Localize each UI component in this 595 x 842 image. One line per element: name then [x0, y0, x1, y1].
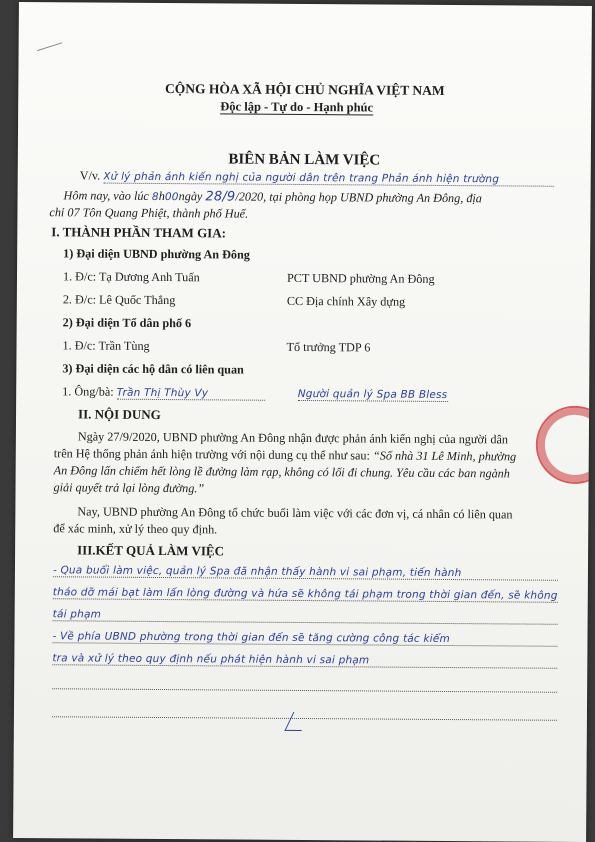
result-line-5: tra và xử lý theo quy định nếu phát hiện hành vi sai phạm	[52, 652, 557, 669]
subject-line: V/v. Xử lý phản ánh kiến nghị của người dân trên trang Phản ánh hiện trường	[80, 168, 554, 186]
content-quote-c: giải quyết trả lại lòng đường.”	[53, 480, 205, 496]
intro-line-2: chỉ 07 Tôn Quang Phiệt, thành phố Huế.	[49, 205, 249, 221]
result-line-1: - Qua buổi làm việc, quản lý Spa đã nhận thấy hành vi sai phạm, tiến hành	[53, 564, 558, 581]
content-para-1b: trên Hệ thống phản ánh hiện trường với nội dung cụ thể như sau: “Số nhà 31 Lê Minh, phường	[53, 446, 517, 464]
content-para-2a: Nay, UBND phường An Đông tổ chức buổi làm việc với các đơn vị, cá nhân có liên quan	[77, 504, 513, 522]
group-2-heading: 2) Đại diện Tổ dân phố 6	[62, 315, 192, 331]
group-1-heading: 1) Đại diện UBND phường An Đông	[63, 246, 250, 262]
group-3-heading: 3) Đại diện các hộ dân có liên quan	[62, 361, 244, 377]
section-3-heading: III.KẾT QUẢ LÀM VIỆC	[77, 542, 225, 559]
pencil-mark	[37, 42, 62, 51]
content-para-1a: Ngày 27/9/2020, UBND phường An Đông nhận được phản ánh kiến nghị của người dân	[77, 429, 509, 447]
official-seal-stamp	[536, 406, 592, 485]
national-motto: Độc lập - Tự do - Hạnh phúc	[220, 99, 374, 115]
national-header: CỘNG HÒA XÃ HỘI CHỦ NGHĨA VIỆT NAM	[164, 81, 445, 98]
result-line-6	[52, 674, 557, 693]
document-page	[13, 2, 592, 842]
member-2-name: 2. Đ/c: Lê Quốc Thắng	[62, 292, 176, 308]
result-line-3: tái phạm	[53, 608, 558, 625]
member-4-name-handwriting: Trần Thị Thùy Vy	[117, 387, 265, 401]
member-4-role-handwriting: Người quản lý Spa BB Bless	[297, 387, 448, 402]
document-title: BIÊN BẢN LÀM VIỆC	[228, 151, 381, 169]
member-2-role: CC Địa chính Xây dựng	[286, 293, 406, 309]
member-3-name: 1. Đ/c: Trần Tùng	[62, 338, 150, 353]
content-quote-b: An Đông lấn chiếm hết lòng lề đường làm rạp, không có lối đi chung. Yêu cầu các ban ngành	[53, 463, 510, 481]
content-para-2b: để xác minh, xử lý theo quy định.	[53, 521, 218, 537]
section-1-heading: I. THÀNH PHẦN THAM GIA:	[51, 224, 227, 241]
member-1-role: PCT UBND phường An Đông	[286, 270, 435, 286]
member-3-role: Tổ trưởng TDP 6	[286, 339, 371, 355]
result-line-4: - Về phía UBND phường trong thời gian đến sẽ tăng cường công tác kiểm	[52, 630, 557, 647]
intro-line-1: Hôm nay, vào lúc 8h00ngày 28/9/2020, tại phòng họp UBND phường An Đông, địa	[63, 188, 482, 206]
result-line-2: tháo dỡ mái bạt làm lấn lòng đường và hứa sẽ không tái phạm trong thời gian đến, sẽ không	[52, 586, 558, 602]
section-2-heading: II. NỘI DUNG	[77, 406, 161, 423]
subject-handwriting: Xử lý phản ánh kiến nghị của người dân trên trang Phản ánh hiện trường	[103, 171, 553, 187]
member-1-name: 1. Đ/c: Tạ Dương Anh Tuấn	[62, 269, 200, 285]
member-4-line: 1. Ông/bà: Trần Thị Thùy Vy Người quản lý Spa BB Bless	[62, 384, 448, 402]
